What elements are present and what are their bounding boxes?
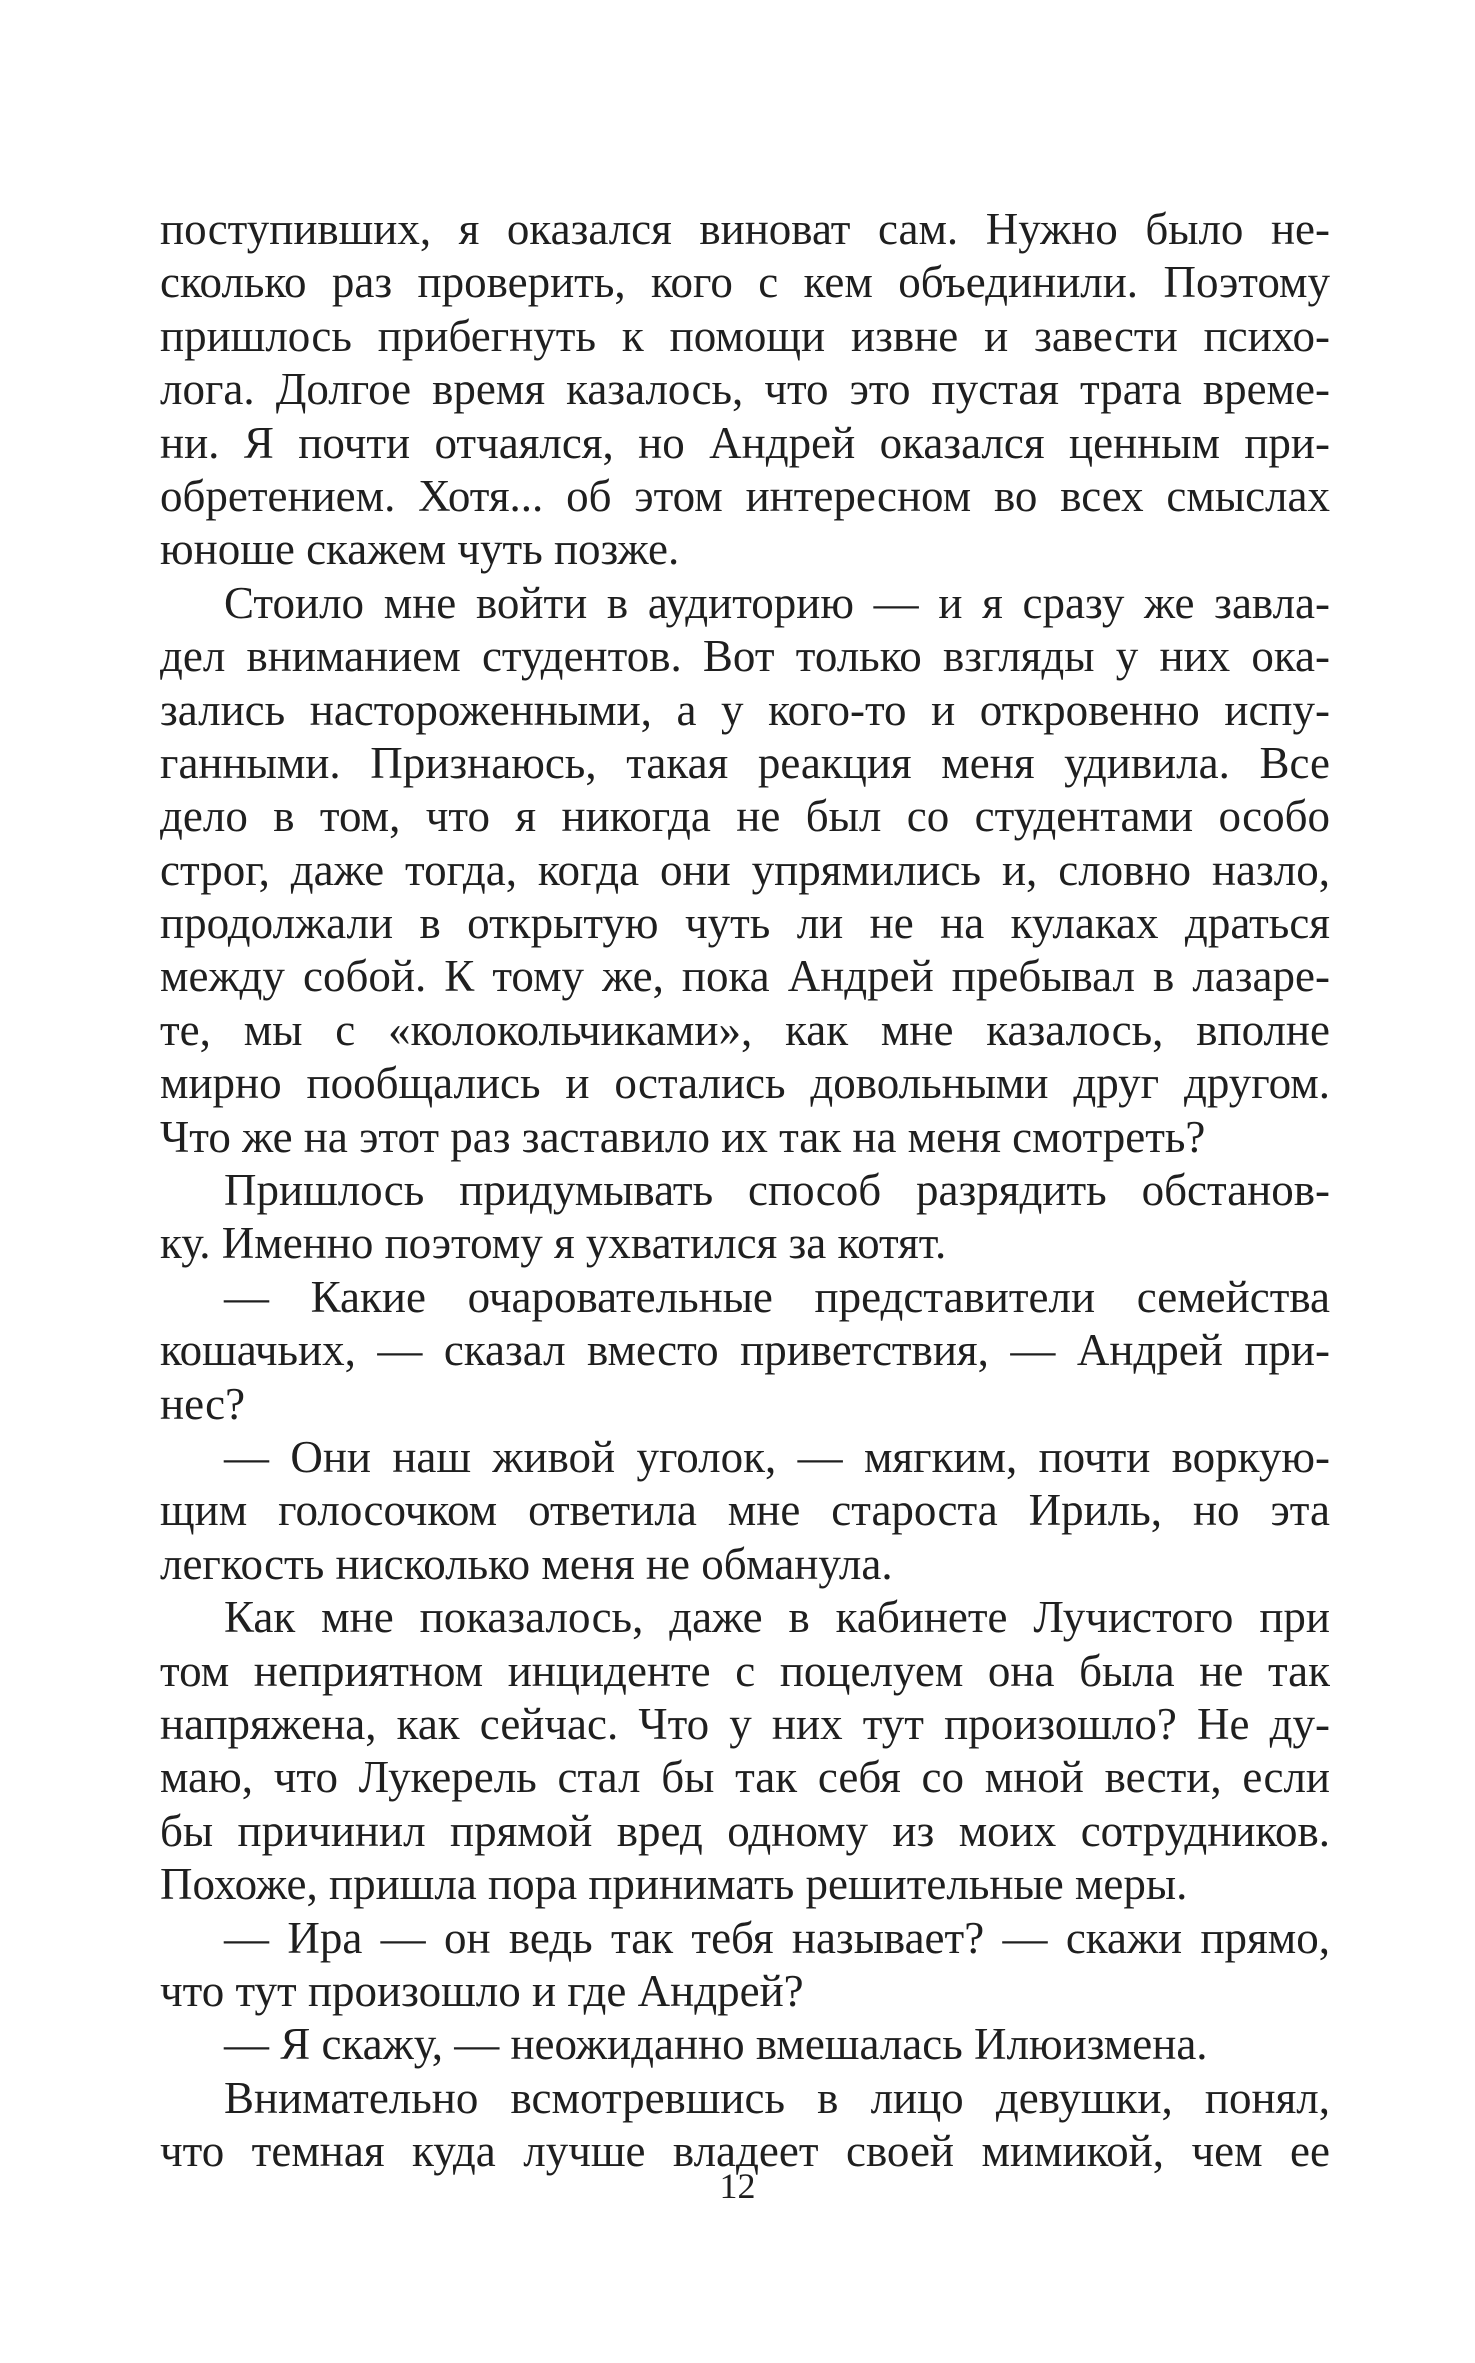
text-line: Как мне показалось, даже в кабинете Лучистого при xyxy=(224,1592,1330,1643)
text-line: том неприятном инциденте с поцелуем она была не так xyxy=(160,1645,1330,1696)
text-line: лога. Долгое время казалось, что это пустая трата време- xyxy=(160,364,1330,415)
text-line: строг, даже тогда, когда они упрямились и, словно назло, xyxy=(160,844,1330,895)
text-line: между собой. К тому же, пока Андрей пребывал в лазаре- xyxy=(160,951,1330,1002)
text-line: — Я скажу, — неожиданно вмешалась Илюизмена. xyxy=(224,2019,1208,2070)
text-line: — Ира — он ведь так тебя называет? — скажи прямо, xyxy=(224,1912,1330,1963)
text-line: дело в том, что я никогда не был со студентами особо xyxy=(160,791,1330,842)
text-line: что темная куда лучше владеет своей мимикой, чем ее xyxy=(160,2126,1330,2177)
text-line: ни. Я почти отчаялся, но Андрей оказался ценным при- xyxy=(160,417,1330,468)
text-line: юноше скажем чуть позже. xyxy=(160,524,680,575)
text-line: Пришлось придумывать способ разрядить обстанов- xyxy=(224,1165,1330,1216)
text-line: сколько раз проверить, кого с кем объединили. Поэтому xyxy=(160,257,1330,308)
text-line: маю, что Лукерель стал бы так себя со мной вести, если xyxy=(160,1752,1330,1803)
text-line: щим голосочком ответила мне староста Ириль, но эта xyxy=(160,1485,1330,1536)
text-line: Внимательно всмотревшись в лицо девушки, понял, xyxy=(224,2072,1330,2123)
text-line: поступивших, я оказался виноват сам. Нужно было не- xyxy=(160,204,1330,254)
text-line: бы причинил прямой вред одному из моих сотрудников. xyxy=(160,1805,1330,1856)
text-line: обретением. Хотя... об этом интересном во всех смыслах xyxy=(160,470,1330,521)
text-line: нес? xyxy=(160,1378,246,1429)
text-line: — Они наш живой уголок, — мягким, почти воркую- xyxy=(224,1431,1330,1482)
text-line: — Какие очаровательные представители семейства xyxy=(224,1271,1330,1322)
text-line: продолжали в открытую чуть ли не на кулаках драться xyxy=(160,898,1330,949)
page-number: 12 xyxy=(719,2166,756,2206)
text-line: Похоже, пришла пора принимать решительные меры. xyxy=(160,1859,1188,1910)
body-text xyxy=(160,203,1330,2178)
text-line: Стоило мне войти в аудиторию — и я сразу же завла- xyxy=(224,577,1330,628)
text-line: кошачьих, — сказал вместо приветствия, — Андрей при- xyxy=(160,1325,1330,1376)
text-line: зались настороженными, а у кого-то и откровенно испу- xyxy=(160,684,1330,735)
text-line: пришлось прибегнуть к помощи извне и завести психо- xyxy=(160,310,1330,361)
text-line: Что же на этот раз заставило их так на меня смотреть? xyxy=(160,1111,1206,1162)
text-line: те, мы с «колокольчиками», как мне казалось, вполне xyxy=(160,1004,1330,1055)
text-line: ганными. Признаюсь, такая реакция меня удивила. Все xyxy=(160,737,1330,788)
text-line: дел вниманием студентов. Вот только взгляды у них ока- xyxy=(160,631,1330,682)
text-line: что тут произошло и где Андрей? xyxy=(160,1965,804,2016)
text-line: ку. Именно поэтому я ухватился за котят. xyxy=(160,1218,947,1269)
text-line: мирно пообщались и остались довольными друг другом. xyxy=(160,1058,1330,1109)
text-line: напряжена, как сейчас. Что у них тут произошло? Не ду- xyxy=(160,1698,1330,1749)
text-line: легкость нисколько меня не обманула. xyxy=(160,1538,893,1589)
